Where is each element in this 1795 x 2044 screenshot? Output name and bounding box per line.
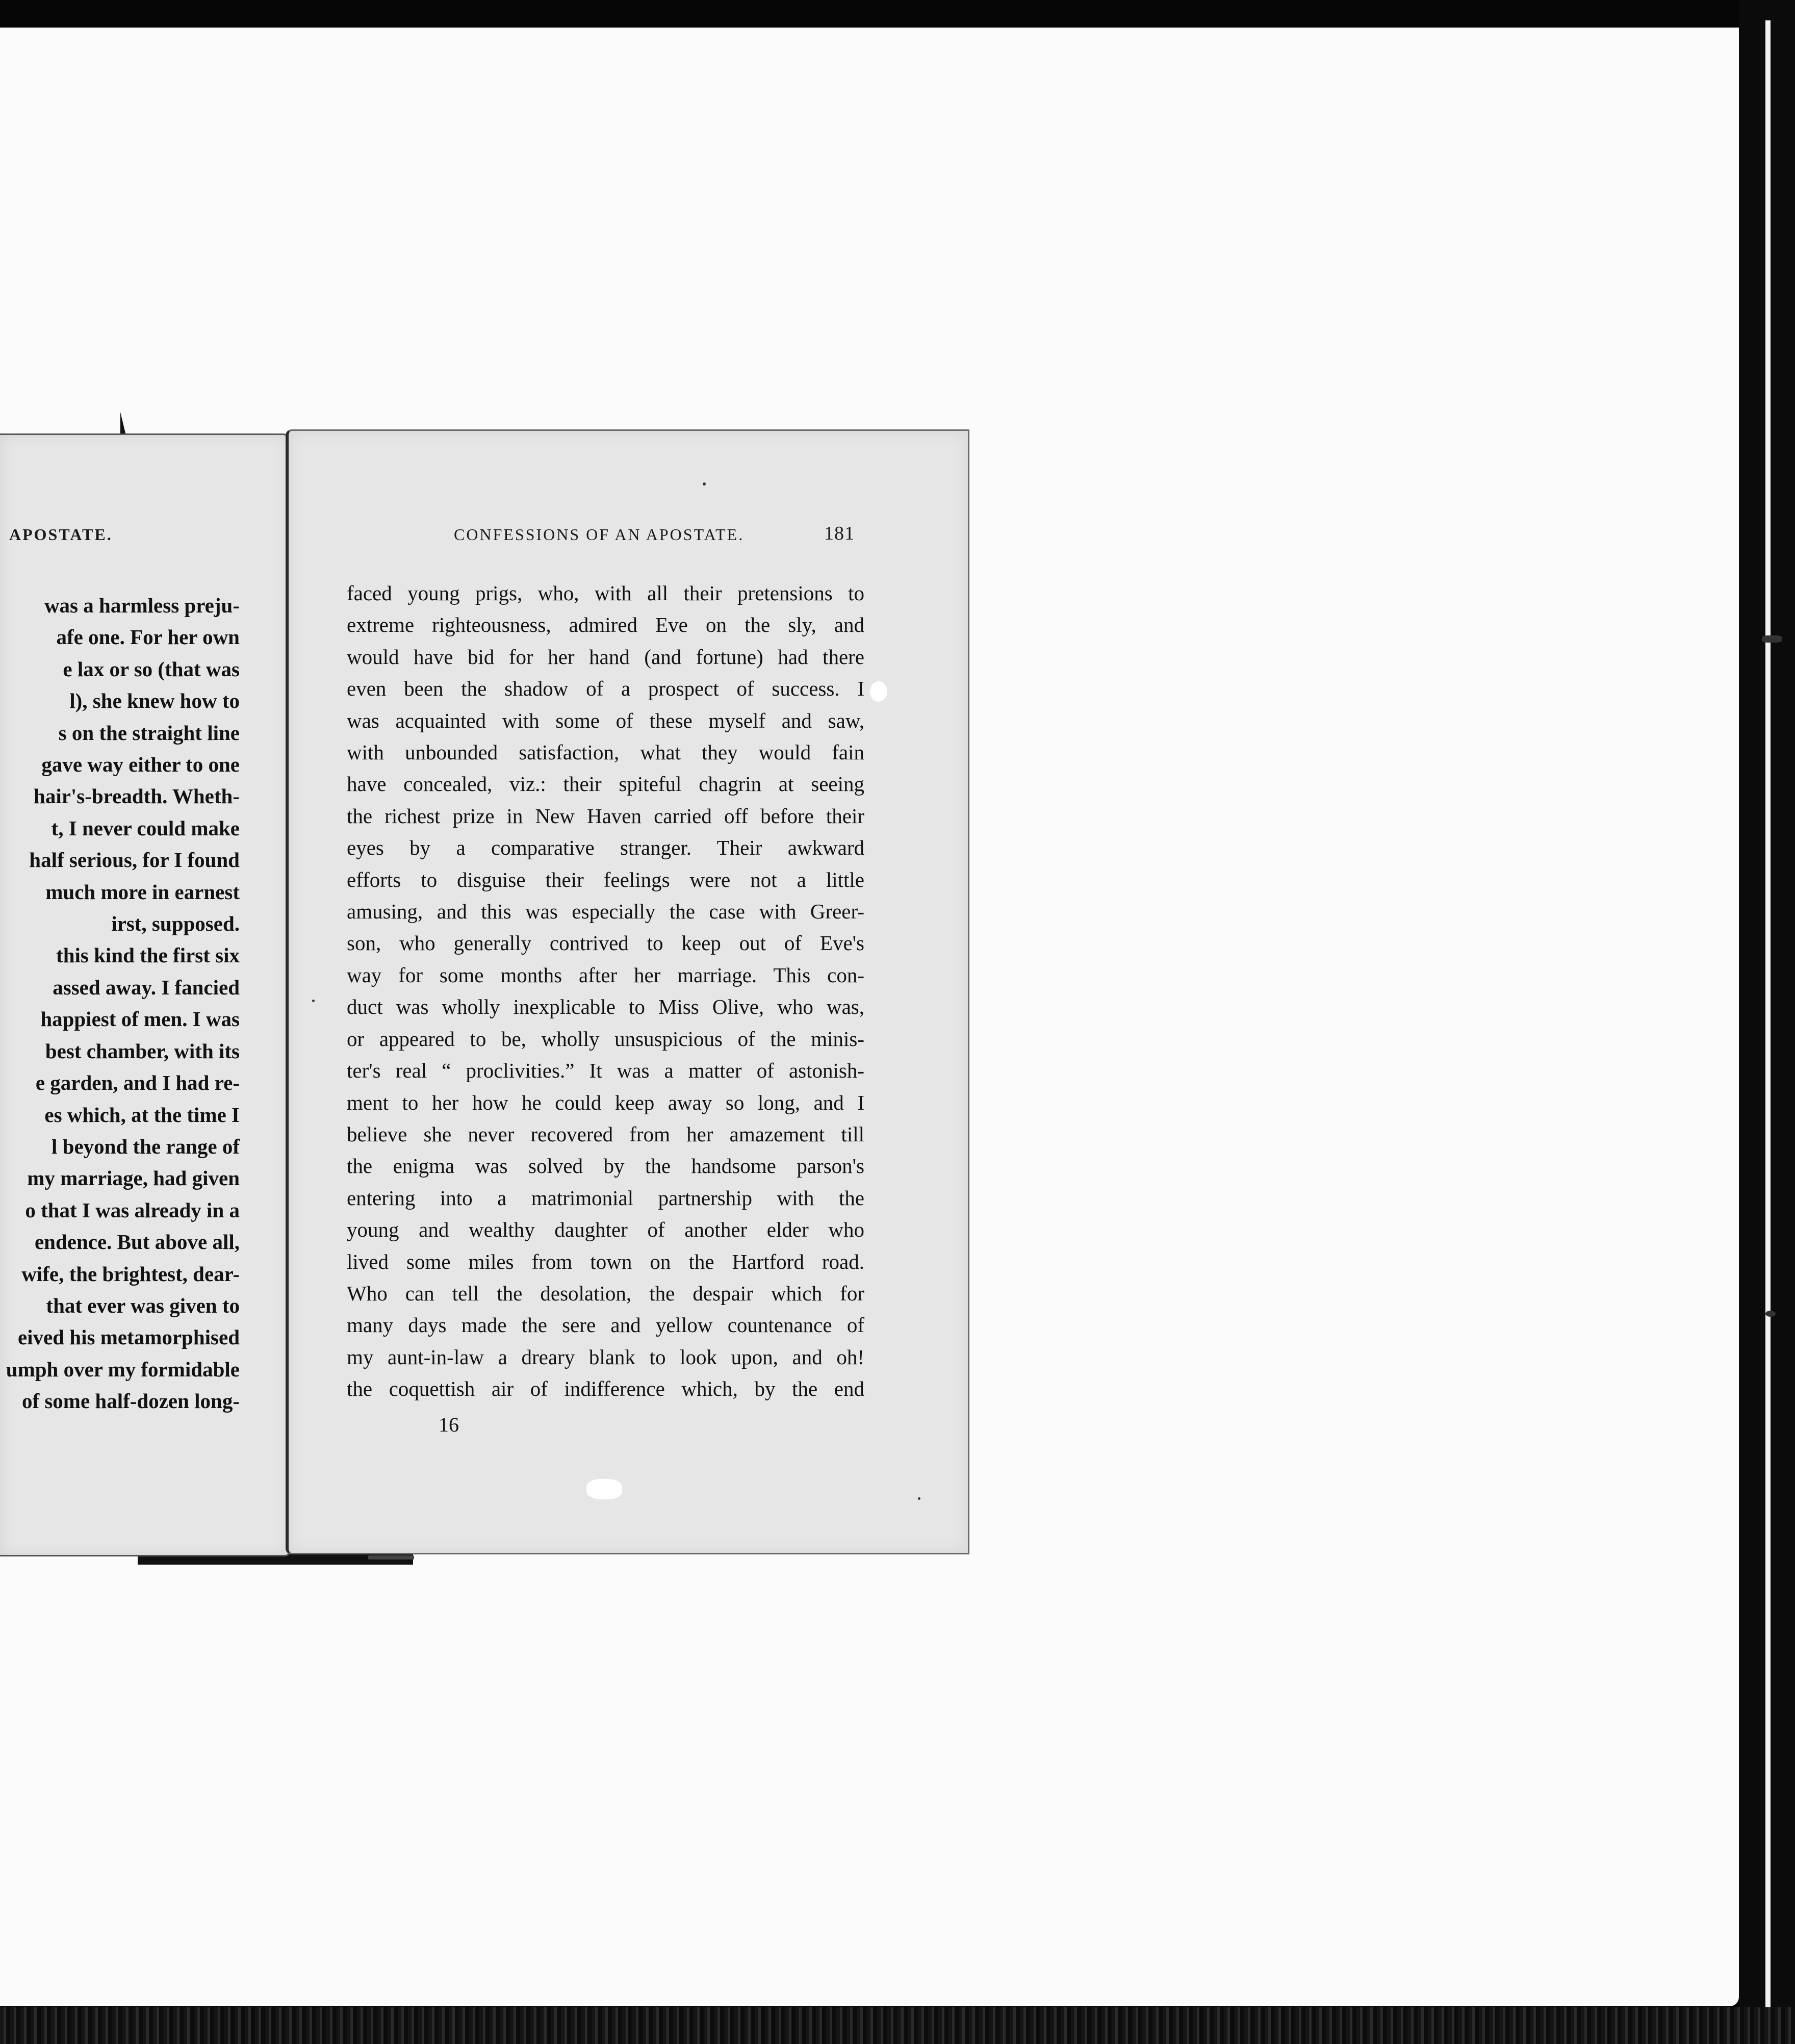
text-line: best chamber, with its <box>45 1039 240 1063</box>
text-line: the richest prize in New Haven carried off before their <box>347 804 864 828</box>
text-line: young and wealthy daughter of another elder who <box>347 1218 864 1242</box>
text-line: the enigma was solved by the handsome parson's <box>347 1154 864 1178</box>
text-line: es which, at the time I <box>44 1103 240 1127</box>
scan-speck <box>870 681 887 702</box>
text-line: l), she knew how to <box>69 689 240 713</box>
text-line: assed away. I fancied <box>53 975 240 999</box>
scan-speck <box>1765 1311 1776 1317</box>
text-line: my marriage, had given <box>27 1166 240 1190</box>
text-line: with unbounded satisfaction, what they would fain <box>347 740 864 764</box>
printer-signature-mark: 16 <box>439 1413 459 1436</box>
text-line: duct was wholly inexplicable to Miss Olive, who was, <box>347 995 864 1019</box>
scan-speck <box>1762 635 1782 643</box>
text-line: of some half-dozen long- <box>21 1389 240 1413</box>
text-line: endence. But above all, <box>34 1230 240 1254</box>
scan-speck <box>586 1479 622 1499</box>
text-line: even been the shadow of a prospect of success. I <box>347 677 864 701</box>
text-line: have concealed, viz.: their spiteful chagrin at seeing <box>347 772 864 796</box>
text-line: my aunt-in-law a dreary blank to look upon, and oh! <box>347 1345 864 1369</box>
text-line: extreme righteousness, admired Eve on the sly, and <box>347 613 864 637</box>
text-line: amusing, and this was especially the case with Greer- <box>347 900 864 924</box>
text-line: e garden, and I had re- <box>35 1071 240 1095</box>
page-number: 181 <box>824 523 855 544</box>
text-line: half serious, for I found <box>29 848 240 872</box>
text-line: was acquainted with some of these myself and saw, <box>347 708 864 732</box>
left-running-head: APOSTATE. <box>9 525 113 544</box>
text-line: s on the straight line <box>58 721 240 745</box>
text-line: gave way either to one <box>41 753 240 777</box>
text-line: o that I was already in a <box>25 1198 240 1222</box>
scan-speck <box>703 482 706 486</box>
right-page-text <box>347 577 864 1405</box>
text-line: or appeared to be, wholly unsuspicious of the minis- <box>347 1027 864 1051</box>
right-film-edge-line <box>1765 20 1771 2020</box>
text-line: lived some miles from town on the Hartford road. <box>347 1249 864 1273</box>
text-line: way for some months after her marriage. This con- <box>347 963 864 987</box>
text-line: this kind the first six <box>56 943 240 967</box>
text-line: eived his metamorphised <box>17 1325 240 1349</box>
text-line: believe she never recovered from her amazement till <box>347 1122 864 1146</box>
left-page-text <box>6 590 240 1417</box>
text-line: happiest of men. I was <box>40 1007 240 1031</box>
text-line: ment to her how he could keep away so long, and I <box>347 1090 864 1114</box>
text-line: wife, the brightest, dear- <box>21 1262 240 1286</box>
bottom-film-edge <box>0 2007 1795 2044</box>
text-line: the coquettish air of indifference which, by the end <box>347 1377 864 1401</box>
text-line: efforts to disguise their feelings were not a little <box>347 867 864 891</box>
text-line: Who can tell the desolation, the despair which for <box>347 1281 864 1305</box>
text-line: umph over my formidable <box>6 1357 240 1381</box>
text-line: much more in earnest <box>45 880 240 904</box>
scan-speck <box>918 1497 920 1500</box>
scan-speck <box>312 1000 315 1002</box>
text-line: hair's-breadth. Wheth- <box>34 784 240 808</box>
text-line: e lax or so (that was <box>63 657 240 681</box>
text-line: son, who generally contrived to keep out of Eve's <box>347 931 864 955</box>
text-line: eyes by a comparative stranger. Their awkward <box>347 836 864 860</box>
text-line: would have bid for her hand (and fortune) had there <box>347 645 864 669</box>
text-line: irst, supposed. <box>111 912 240 936</box>
text-line: many days made the sere and yellow countenance of <box>347 1313 864 1337</box>
right-running-head: CONFESSIONS OF AN APOSTATE. <box>454 525 745 544</box>
text-line: l beyond the range of <box>52 1134 240 1158</box>
text-line: ter's real “ proclivities.” It was a matter of astonish- <box>347 1059 864 1083</box>
text-line: faced young prigs, who, with all their pretensions to <box>347 581 864 605</box>
text-line: that ever was given to <box>46 1293 240 1317</box>
text-line: entering into a matrimonial partnership with the <box>347 1186 864 1210</box>
text-line: t, I never could make <box>51 816 240 840</box>
text-line: afe one. For her own <box>56 625 240 649</box>
text-line: was a harmless preju- <box>44 594 240 617</box>
scan-speck <box>368 1555 414 1560</box>
